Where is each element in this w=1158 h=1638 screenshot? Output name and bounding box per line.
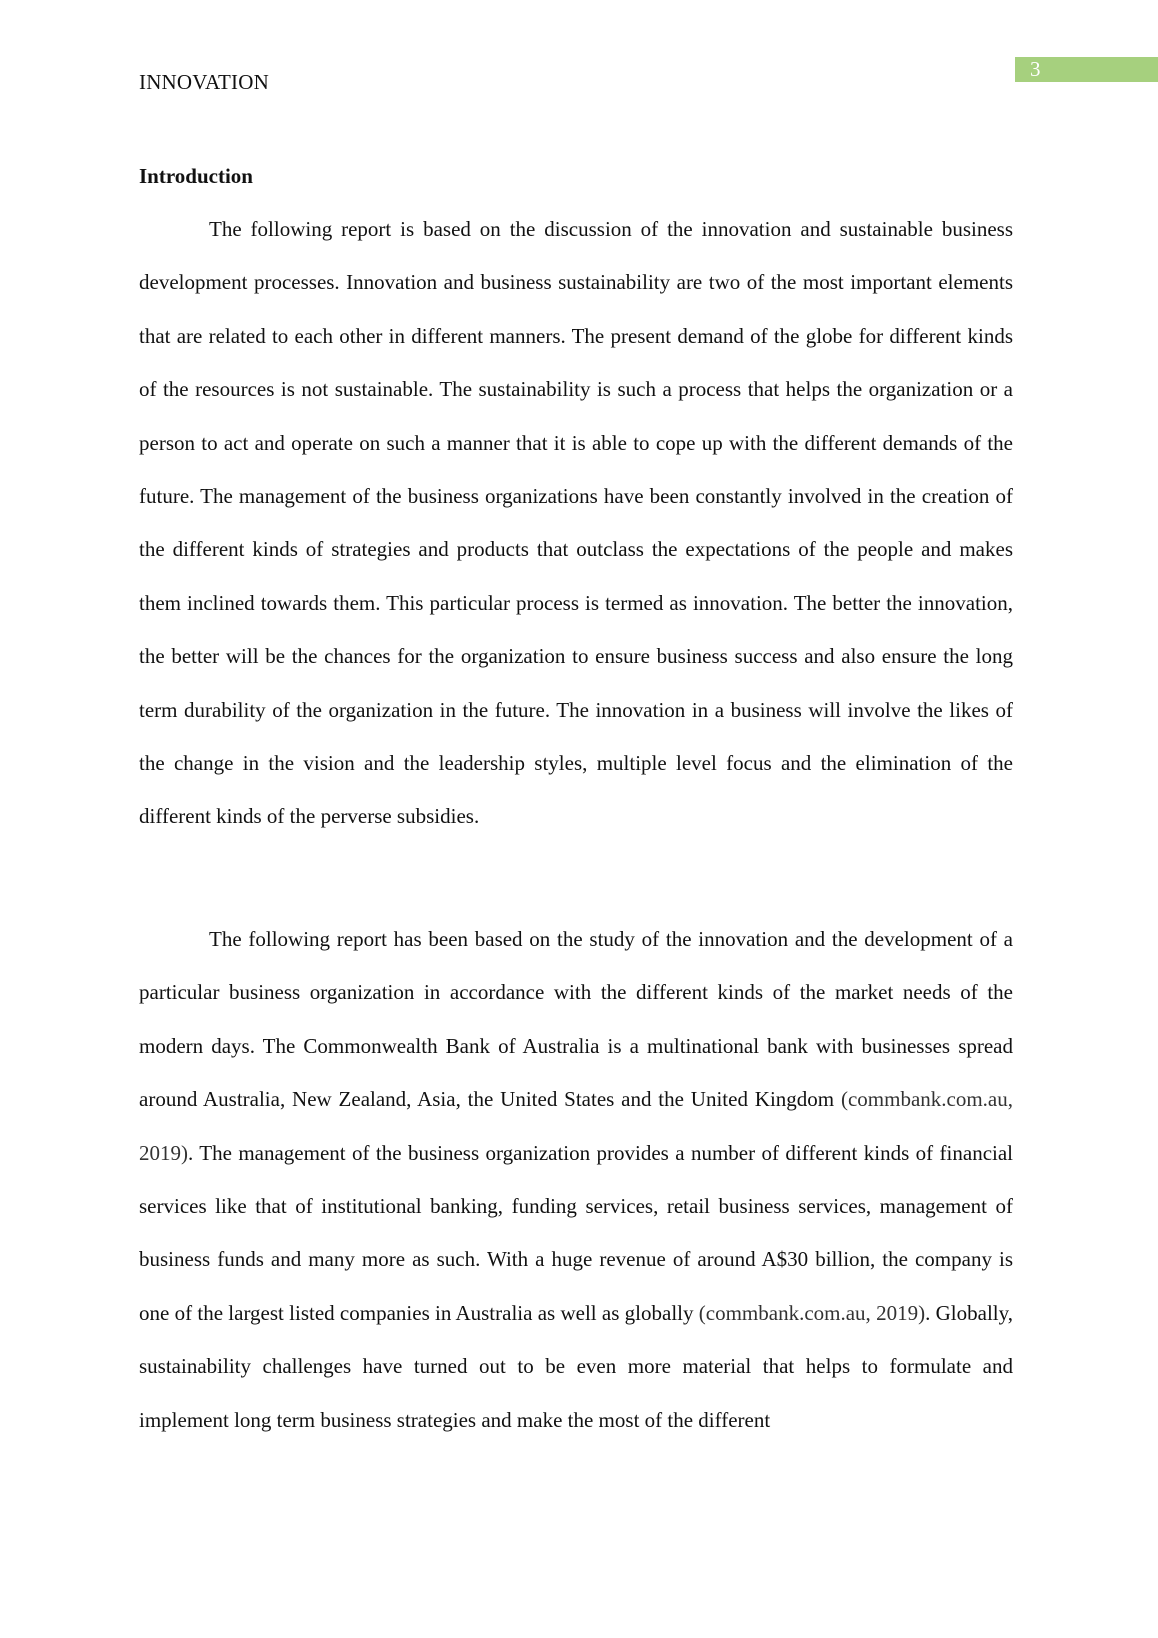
section-heading: Introduction [139,164,253,188]
citation-commbank-2: (commbank.com.au, 2019) [698,1300,926,1325]
running-head: INNOVATION [139,70,269,94]
paragraph-1: The following report is based on the discussion of the innovation and sustainable business development processes. Innovation and business sustainability are two of the most important elements that are related to each other in different manners. The present demand of the globe for different kinds of the resources is not sustainable. The sustainability is such a process that helps the organization or a person to act and operate on such a manner that it is able to cope up with the different demands of the future. The management of the business organizations have been constantly involved in the creation of the different kinds of strategies and products that outclass the expectations of the people and makes them inclined towards them. This particular process is termed as innovation. The better the innovation, the better will be the chances for the organization to ensure business success and also ensure the long term durability of the organization in the future. The innovation in a business will involve the likes of the change in the vision and the leadership styles, multiple level focus and the elimination of the different kinds of the perverse subsidies. [139,217,1013,829]
paragraph-2-text-c: . Globally, sustainability challenges have turned out to be even more material that helps to formulate and implement long term business strategies and make the most of the different [139,1300,1013,1432]
citation-commbank-1: (commbank.com.au, 2019) [139,1087,1013,1165]
page-number: 3 [1015,57,1158,82]
paragraph-2 [139,913,1013,1447]
paragraph-2-text-a: The following report has been based on the study of the innovation and the development of a particular business organization in accordance with the different kinds of the market needs of the modern days. The Commonwealth Bank of Australia is a multinational bank with businesses spread around Australia, New Zealand, Asia, the United States and the United Kingdom [139,927,1013,1112]
paragraph-2-text-b: . The management of the business organization provides a number of different kinds of financial services like that of institutional banking, funding services, retail business services, management of business funds and many more as such. With a huge revenue of around A$30 billion, the company is one of the largest listed companies in Australia as well as globally [139,1140,1013,1325]
